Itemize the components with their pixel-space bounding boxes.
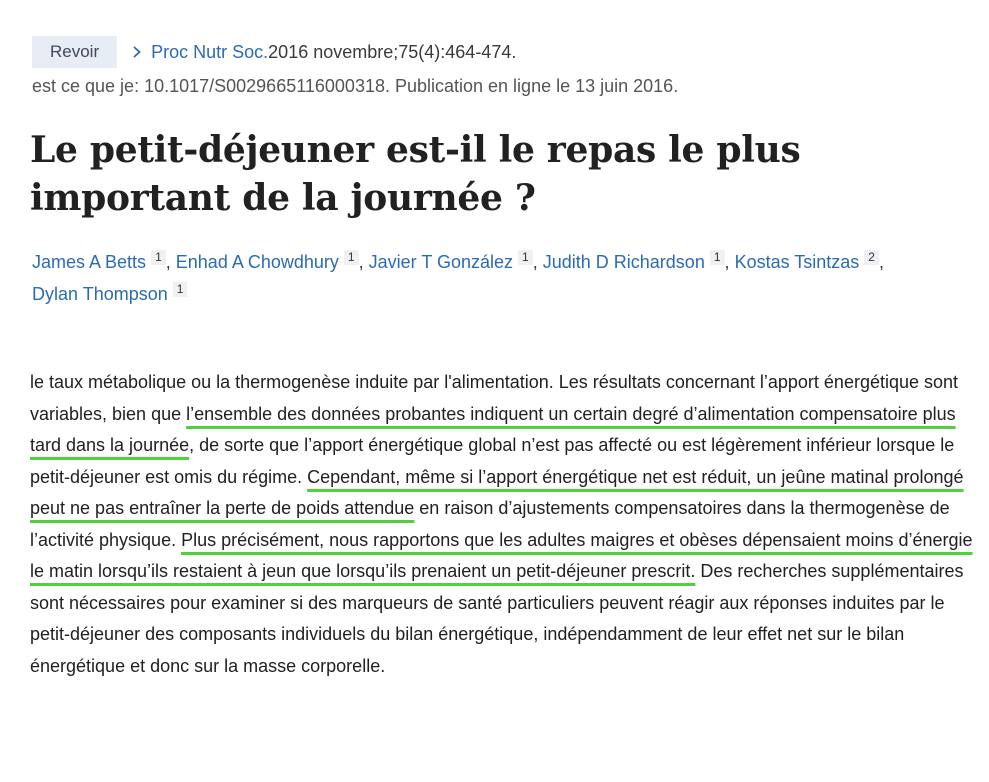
affiliation-marker[interactable]: 2: [864, 250, 879, 265]
author-separator: ,: [165, 252, 171, 272]
affiliation-marker[interactable]: 1: [344, 250, 359, 265]
abstract-text: [30, 367, 975, 682]
abstract-segment: , de sorte que l’apport énergétique global n’est pas affecté ou est légèrement inférieur lorsque le petit-déjeuner est omis du régime.: [30, 435, 955, 487]
affiliation-marker[interactable]: 1: [710, 250, 725, 265]
author-link[interactable]: Dylan Thompson: [32, 284, 168, 304]
author-separator: ,: [724, 252, 730, 272]
author-list: [32, 246, 932, 310]
author-separator: ,: [358, 252, 364, 272]
article-type-badge: Revoir: [32, 36, 117, 68]
author-link[interactable]: Javier T González: [368, 252, 514, 272]
affiliation-marker[interactable]: 1: [173, 282, 188, 297]
author-separator: ,: [532, 252, 538, 272]
author-separator: ,: [878, 252, 884, 272]
abstract-segment: en raison d’ajustements compensatoires dans la thermogenèse de l’activité physique.: [30, 498, 950, 550]
author-link[interactable]: Enhad A Chowdhury: [175, 252, 339, 272]
chevron-right-icon: [129, 44, 145, 60]
author-link[interactable]: Judith D Richardson: [542, 252, 705, 272]
highlighted-sentence: l’ensemble des données probantes indiquent un certain degré d’alimentation compensatoire plus tard dans la journée: [30, 403, 956, 455]
abstract-segment: le taux métabolique ou la thermogenèse induite par l'alimentation. Les résultats concernant l’apport énergétique sont variables, bien que: [30, 372, 959, 424]
doi-line: est ce que je: 10.1017/S0029665116000318. Publication en ligne le 13 juin 2016.: [32, 76, 679, 96]
highlighted-sentence: Cependant, même si l’apport énergétique net est réduit, un jeûne matinal prolongé peut ne pas entraîner la perte de poids attendue: [30, 466, 964, 518]
abstract-segment: Des recherches supplémentaires sont nécessaires pour examiner si des marqueurs de santé particuliers peuvent réagir aux réponses induites par le petit-déjeuner des composants individuels du bilan énergétique, indépendamment de leur effet net sur le bilan énergétique et donc sur la masse corporelle.: [30, 561, 964, 676]
journal-link[interactable]: Proc Nutr Soc.: [151, 41, 269, 62]
article-title: Le petit-déjeuner est-il le repas le plus important de la journée ?: [30, 129, 801, 219]
citation-details: 2016 novembre;75(4):464-474.: [268, 41, 517, 62]
highlighted-sentence: Plus précisément, nous rapportons que les adultes maigres et obèses dépensaient moins d’énergie le matin lorsqu’ils restaient à jeun que lorsqu’ils prenaient un petit-déjeuner prescrit.: [30, 529, 973, 581]
affiliation-marker[interactable]: 1: [151, 250, 166, 265]
citation-row: [32, 36, 516, 68]
author-link[interactable]: Kostas Tsintzas: [734, 252, 860, 272]
author-link[interactable]: James A Betts: [32, 252, 147, 272]
affiliation-marker[interactable]: 1: [518, 250, 533, 265]
